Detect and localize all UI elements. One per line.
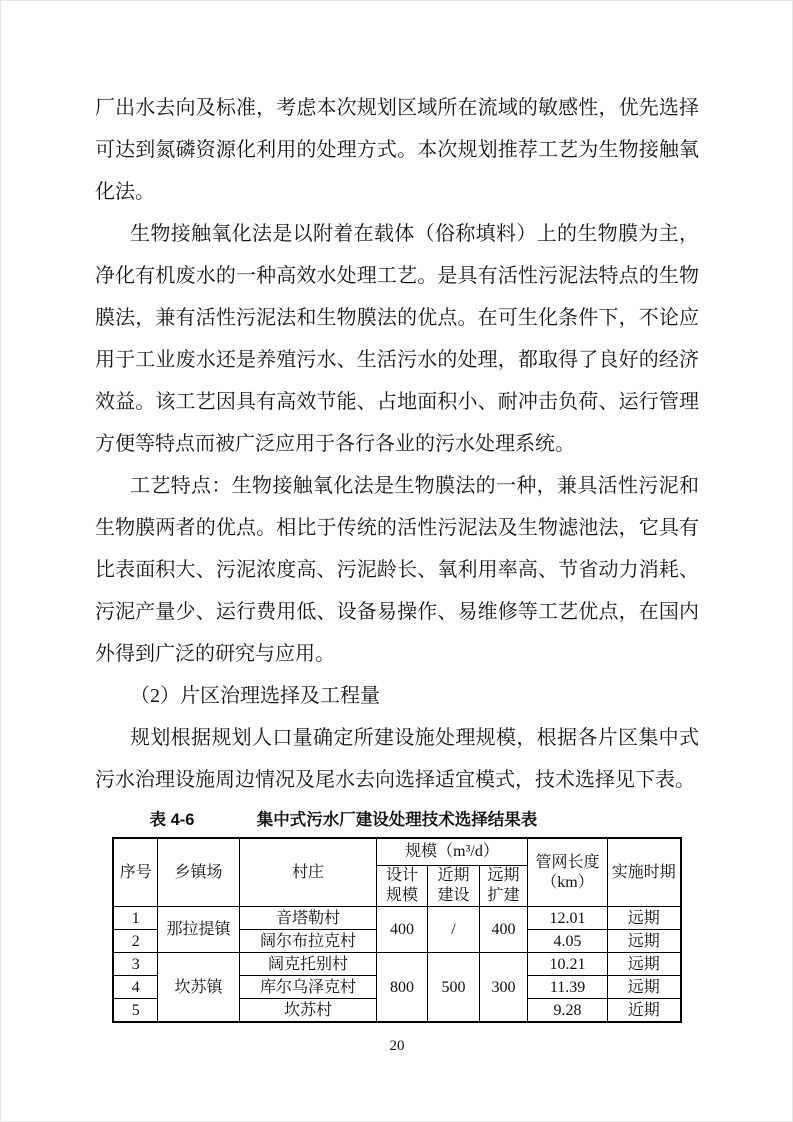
cell-far-term: 400	[479, 907, 527, 953]
table-caption-label: 表 4-6	[149, 811, 195, 829]
header-township: 乡镇场	[157, 838, 239, 907]
cell-seq: 1	[113, 907, 157, 930]
cell-far-term: 300	[479, 953, 527, 1023]
cell-period: 远期	[608, 953, 681, 976]
cell-seq: 5	[113, 999, 157, 1023]
paragraph-4-heading: （2）片区治理选择及工程量	[130, 685, 380, 707]
page-content	[1, 1, 792, 1055]
page-number: 20	[389, 1038, 405, 1054]
cell-pipe-length: 9.28	[528, 999, 608, 1023]
cell-design-scale: 800	[376, 953, 427, 1023]
paragraph-2: 生物接触氧化法是以附着在载体（俗称填料）上的生物膜为主，净化有机废水的一种高效水处理工艺。是具有活性污泥法特点的生物膜法，兼有活性污泥法和生物膜法的优点。在可生化条件下，不论应用于工业废水还是养殖污水、生活污水的处理，都取得了良好的经济效益。该工艺因具有高效节能、占地面积小、耐冲击负荷、运行管理方便等特点而被广泛应用于各行各业的污水处理系统。	[95, 223, 699, 455]
cell-period: 远期	[608, 930, 681, 953]
header-far-term: 远期扩建	[479, 866, 527, 907]
cell-period: 远期	[608, 976, 681, 999]
cell-near-term: /	[427, 907, 479, 953]
cell-pipe-length: 12.01	[528, 907, 608, 930]
cell-seq: 2	[113, 930, 157, 953]
cell-period: 远期	[608, 907, 681, 930]
cell-near-term: 500	[427, 953, 479, 1023]
header-near-term: 近期建设	[427, 866, 479, 907]
paragraph-3: 工艺特点：生物接触氧化法是生物膜法的一种，兼具活性污泥和生物膜两者的优点。相比于传统的活性污泥法及生物滤池法，它具有比表面积大、污泥浓度高、污泥龄长、氧利用率高、节省动力消耗、污泥产量少、运行费用低、设备易操作、易维修等工艺优点，在国内外得到广泛的研究与应用。	[95, 475, 699, 665]
cell-village: 坎苏村	[239, 999, 376, 1023]
treatment-selection-table	[112, 837, 681, 1023]
header-scale-group: 规模（m³/d）	[376, 838, 527, 866]
table-caption-title: 集中式污水厂建设处理技术选择结果表	[256, 811, 538, 829]
cell-township: 坎苏镇	[157, 953, 239, 1023]
table-row	[113, 907, 680, 930]
cell-village: 库尔乌泽克村	[239, 976, 376, 999]
cell-pipe-length: 4.05	[528, 930, 608, 953]
cell-period: 近期	[608, 999, 681, 1023]
cell-village: 音塔勒村	[239, 907, 376, 930]
cell-village: 阔克托别村	[239, 953, 376, 976]
cell-village: 阔尔布拉克村	[239, 930, 376, 953]
cell-township: 那拉提镇	[157, 907, 239, 953]
paragraph-5: 规划根据规划人口量确定所建设施处理规模，根据各片区集中式污水治理设施周边情况及尾水去向选择适宜模式，技术选择见下表。	[95, 727, 699, 791]
table-row	[113, 953, 680, 976]
table-header-row-1	[113, 838, 680, 866]
cell-seq: 4	[113, 976, 157, 999]
cell-pipe-length: 11.39	[528, 976, 608, 999]
paragraph-1: 厂出水去向及标准，考虑本次规划区域所在流域的敏感性，优先选择可达到氮磷资源化利用的处理方式。本次规划推荐工艺为生物接触氧化法。	[95, 97, 699, 203]
header-village: 村庄	[239, 838, 376, 907]
cell-pipe-length: 10.21	[528, 953, 608, 976]
cell-seq: 3	[113, 953, 157, 976]
table-caption	[114, 807, 681, 834]
header-pipe-length: 管网长度（km）	[528, 838, 608, 907]
header-period: 实施时期	[608, 838, 681, 907]
header-design-scale: 设计规模	[376, 866, 427, 907]
cell-design-scale: 400	[376, 907, 427, 953]
header-seq: 序号	[113, 838, 157, 907]
